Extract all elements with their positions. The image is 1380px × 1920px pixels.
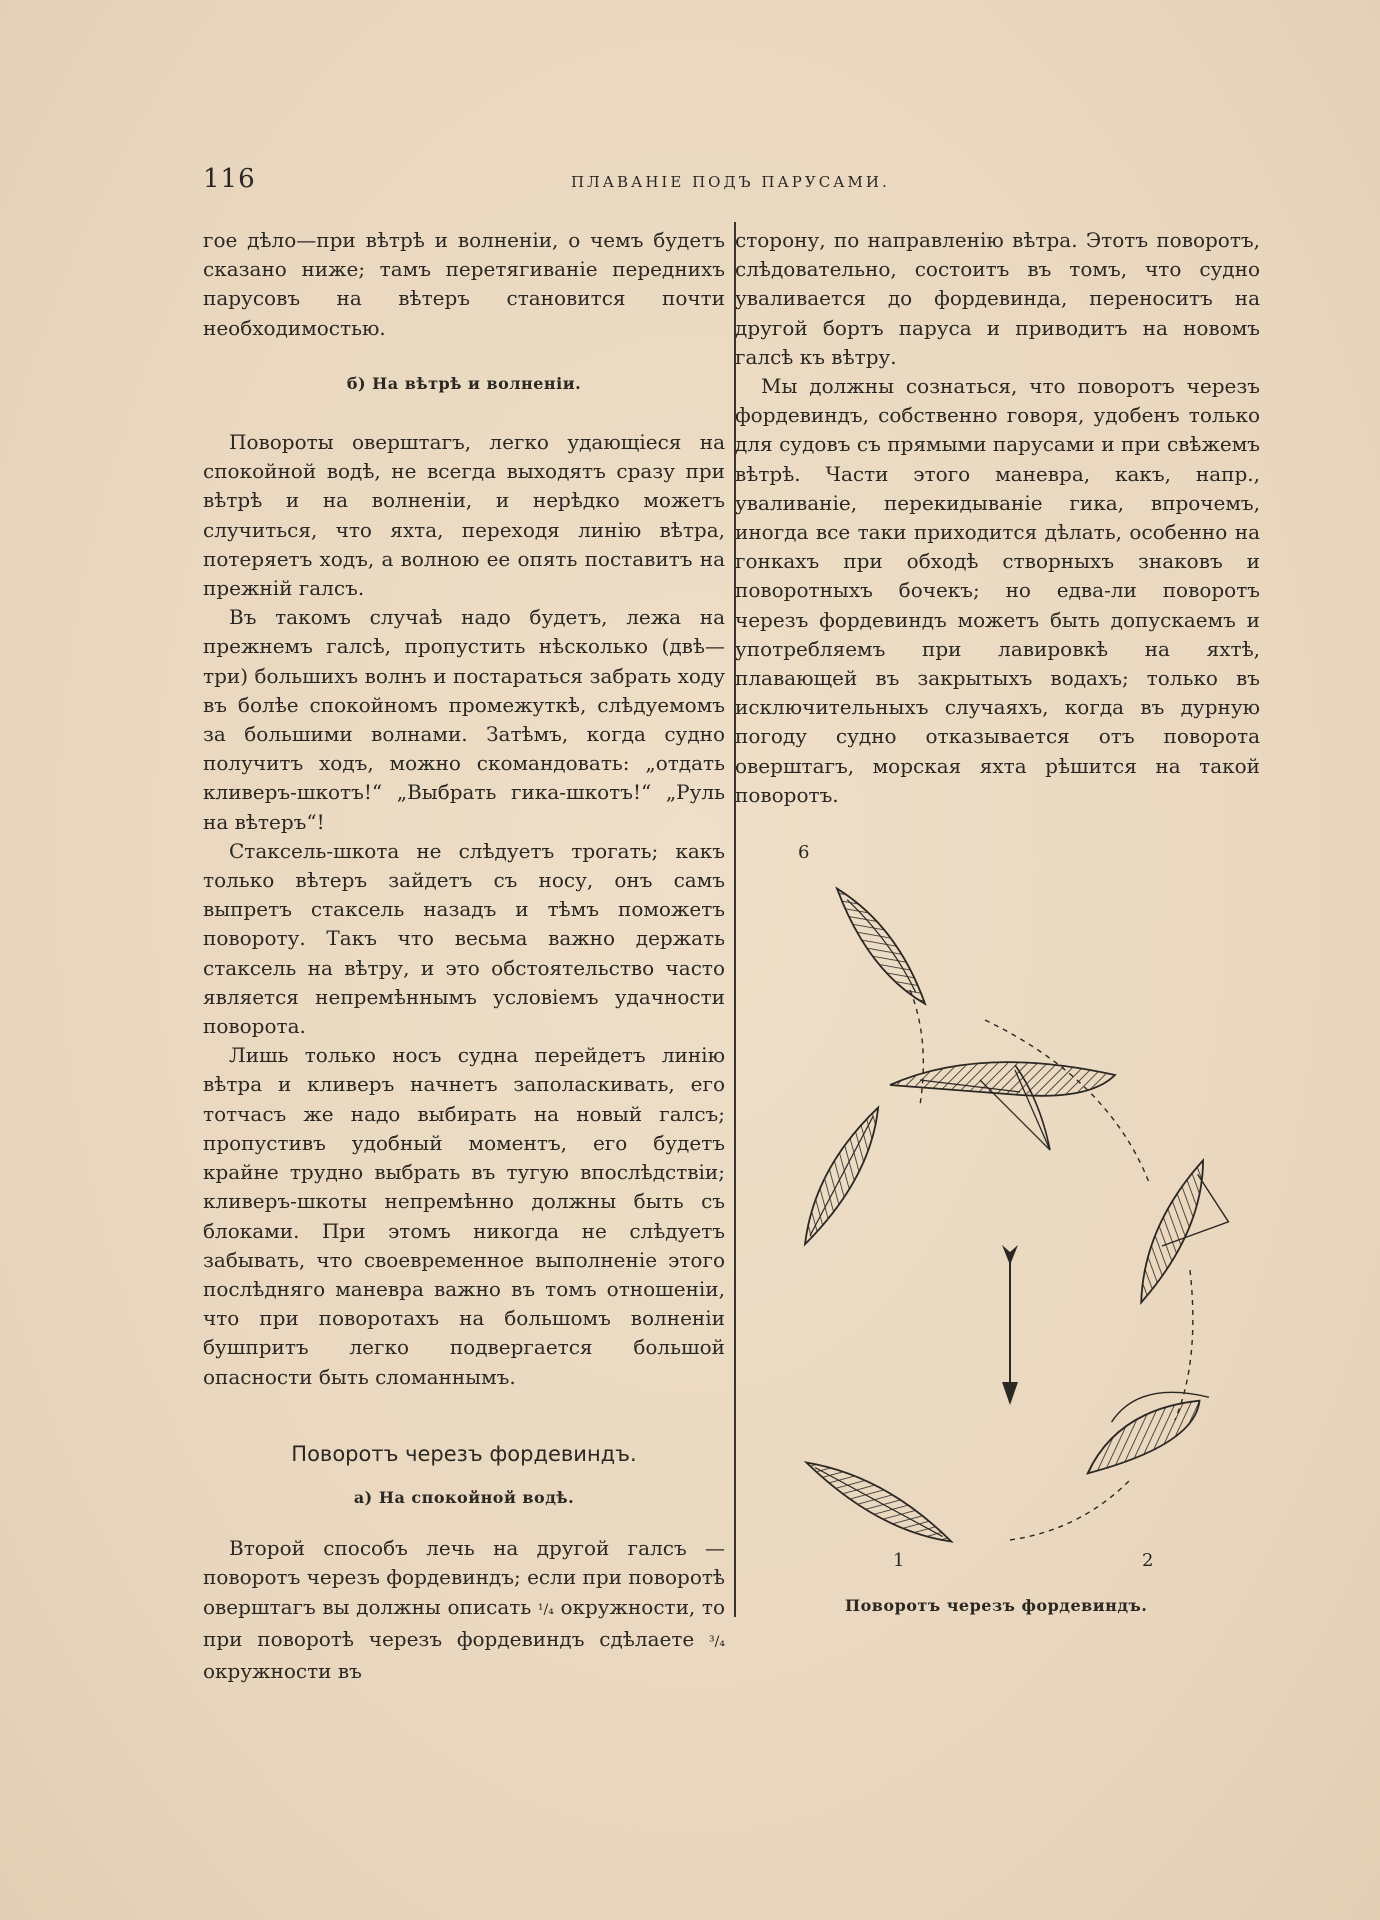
subsection-heading: б) На вѣтрѣ и волненіи. xyxy=(346,373,582,393)
page-number: 116 xyxy=(203,164,256,194)
running-title: ПЛАВАНІЕ ПОДЪ ПАРУСАМИ. xyxy=(571,173,890,191)
gybe-figure xyxy=(780,840,1260,1580)
figure-caption: Поворотъ черезъ фордевиндъ. xyxy=(845,1596,1148,1615)
boat-top xyxy=(890,1062,1115,1150)
section-heading: Поворотъ черезъ фордевиндъ. xyxy=(291,1441,637,1466)
boat-1 xyxy=(801,1449,957,1554)
paragraph: Мы должны сознаться, что поворотъ черезъ фордевиндъ, собственно говоря, удобенъ только для судовъ съ прямыми парусами и при свѣжемъ вѣтрѣ. Части этого маневра, какъ, напр., уваливаніе, перекидываніе гика, впрочемъ, иногда все таки приходится дѣлать, особенно на гонкахъ при обходѣ створныхъ знаковъ и поворотныхъ бочекъ; но едва-ли поворотъ черезъ фордевиндъ можетъ быть допускаемъ и употребляемъ при лавировкѣ на яхтѣ, плавающей въ закрытыхъ водахъ; только въ исключительныхъ случаяхъ, когда въ дурную погоду судно отказывается отъ поворота оверштагъ, морская яхта рѣшится на такой поворотъ. xyxy=(735,374,1260,807)
paragraph: Стаксель-шкота не слѣдуетъ трогать; какъ только вѣтеръ зайдетъ съ носу, онъ самъ выпретъ стаксель назадъ и тѣмъ поможетъ повороту. Такъ что весьма важно держать стаксель на вѣтру, и это обстоятельство часто является непремѣннымъ условіемъ удачности поворота. xyxy=(203,838,725,1039)
paragraph: Повороты оверштагъ, легко удающіеся на спокойной водѣ, не всегда выходятъ сразу при вѣтрѣ и на волненіи, и нерѣдко можетъ случиться, что яхта, переходя линію вѣтра, потеряетъ ходъ, а волною ее опять поставитъ на прежній галсъ. xyxy=(203,430,725,601)
paragraph: гое дѣло—при вѣтрѣ и волненіи, о чемъ будетъ сказано ниже; тамъ перетягиваніе переднихъ парусовъ на вѣтеръ становится почти необходимостью. xyxy=(203,228,725,340)
label-1: 1 xyxy=(893,1550,905,1571)
paragraph xyxy=(203,1534,725,1686)
boat-right-upper xyxy=(1127,1155,1248,1321)
fraction: ³/₄ xyxy=(709,1633,725,1650)
page-header xyxy=(203,164,1263,204)
paragraph: Въ такомъ случаѣ надо будетъ, лежа на прежнемъ галсѣ, пропустить нѣсколько (двѣ—три) большихъ волнъ и постараться забрать ходу въ болѣе спокойномъ промежуткѣ, слѣдуемомъ за большими волнами. Затѣмъ, когда судно получитъ ходъ, можно скомандовать: „отдать кливеръ-шкотъ!“ „Выбрать гика-шкотъ!“ „Руль на вѣтеръ“! xyxy=(203,605,725,834)
subsection-heading: а) На спокойной водѣ. xyxy=(353,1487,575,1507)
boat-6 xyxy=(829,880,933,1013)
left-column xyxy=(203,226,725,1686)
text-run: окружности въ xyxy=(203,1658,362,1683)
paragraph: сторону, по направленію вѣтра. Этотъ поворотъ, слѣдовательно, состоитъ въ томъ, что судно уваливается до фордевинда, переноситъ на другой бортъ паруса и приводитъ на новомъ галсѣ къ вѣтру. xyxy=(735,228,1260,369)
text-run: окружности, то при поворотѣ черезъ фордевиндъ сдѣлаете xyxy=(203,1594,726,1651)
gybe-diagram xyxy=(780,840,1260,1580)
paragraph: Лишь только носъ судна перейдетъ линію вѣтра и кливеръ начнетъ заполаскивать, его тотчасъ же надо выбирать на новый галсъ; пропустивъ удобный моментъ, его будетъ крайне трудно выбрать въ тугую впослѣдствіи; кливеръ-шкоты непремѣнно должны быть съ блоками. При этомъ никогда не слѣдуетъ забывать, что своевременное выполненіе этого послѣдняго маневра важно въ томъ отношеніи, что при поворотахъ на большомъ волненіи бушпритъ легко подвергается большой опасности быть сломаннымъ. xyxy=(203,1043,725,1389)
right-column xyxy=(735,226,1260,810)
boat-left xyxy=(791,1102,892,1250)
fraction: ¹/₄ xyxy=(537,1601,554,1618)
boat-2 xyxy=(1070,1376,1220,1475)
text-run: Второй способъ лечь на другой галсъ —поворотъ черезъ фордевиндъ; если при поворотѣ оверштагъ вы должны описать xyxy=(203,1536,725,1619)
label-6: 6 xyxy=(798,842,810,863)
wind-arrow xyxy=(1002,1245,1018,1405)
label-2: 2 xyxy=(1142,1550,1154,1571)
